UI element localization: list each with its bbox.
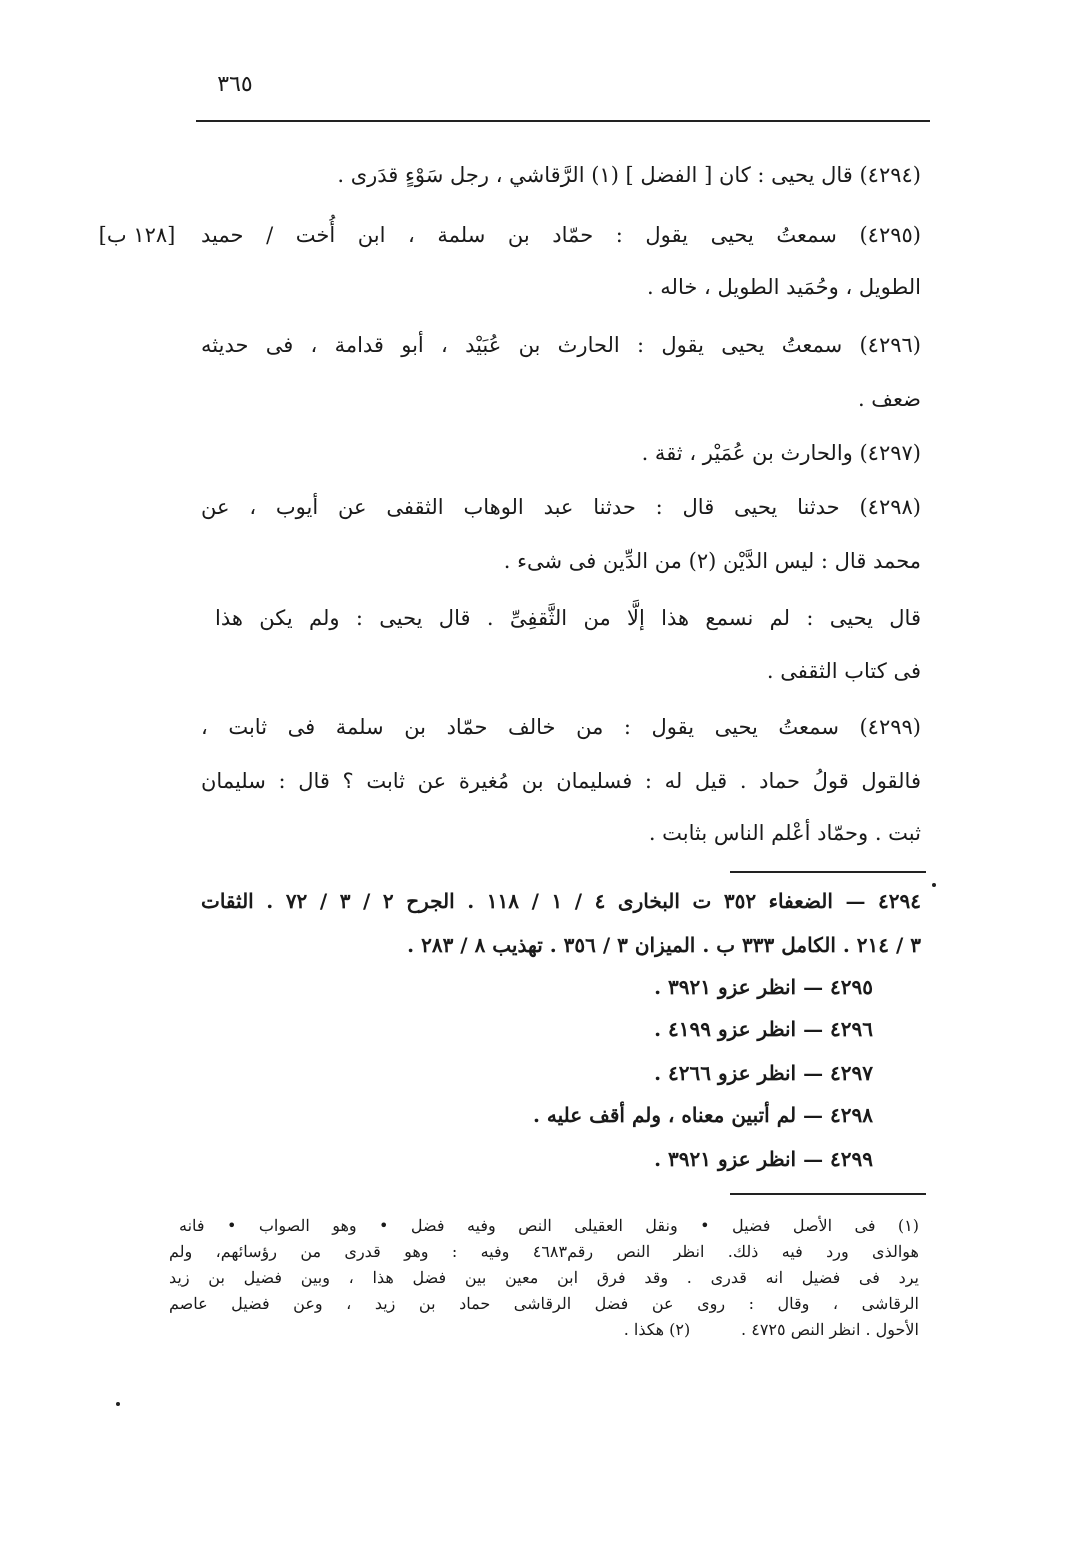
entry-4297-line-1: (٤٢٩٧) والحارث بن عُمَيْر ، ثقة . xyxy=(641,441,921,465)
entry-4295-line-1: (٤٢٩٥) سمعتُ يحيى يقول : حمّاد بن سلمة ، ابن أُخت / حميد xyxy=(201,223,921,247)
footnote-line-5: الأحول . انظر النص ٤٧٢٥ . (٢) هكذا . xyxy=(623,1320,919,1339)
page-number: ٣٦٥ xyxy=(217,72,253,97)
entry-4299-line-2: فالقول قولُ حماد . قيل له : فسليمان بن مُغيرة عن ثابت ؟ قال : سليمان xyxy=(201,769,921,793)
note-4294-line-2: ٣ / ٢١٤ . الكامل ٣٣٣ ب . الميزان ٣ / ٣٥٦ . تهذيب ٨ / ٢٨٣ . xyxy=(407,933,921,957)
note-4299: ٤٢٩٩ — انظر عزو ٣٩٢١ . xyxy=(654,1147,873,1171)
note-4296: ٤٢٩٦ — انظر عزو ٤١٩٩ . xyxy=(654,1017,873,1041)
margin-folio-reference: [١٢٨ ب] xyxy=(98,223,176,247)
footnote-line-3: يرد فى فضيل انه قدرى . وقد فرق ابن معين بين فضل هذا ، وبين فضيل بن زيد xyxy=(169,1268,919,1287)
notes-separator-rule xyxy=(730,871,926,873)
note-4298: ٤٢٩٨ — لم أتبين معناه ، ولم أقف عليه . xyxy=(532,1103,873,1127)
entry-4298-comment-line-2: فى كتاب الثقفى . xyxy=(766,659,921,683)
note-4294-line-1: ٤٢٩٤ — الضعفاء ٣٥٢ ت البخارى ٤ / ١ / ١١٨ . الجرح ٢ / ٣ / ٧٢ . الثقات xyxy=(201,889,921,913)
entry-4296-line-2: ضعف . xyxy=(857,387,921,411)
note-4297: ٤٢٩٧ — انظر عزو ٤٢٦٦ . xyxy=(654,1061,873,1085)
entry-4299-line-1: (٤٢٩٩) سمعتُ يحيى يقول : من خالف حمّاد بن سلمة فى ثابت ، xyxy=(201,715,921,739)
entry-4298-line-2: محمد قال : ليس الدَّيْن (٢) من الدِّين فى شىء . xyxy=(503,549,921,573)
header-rule xyxy=(196,120,930,122)
footnote-line-1: (١) فى الأصل فضيل • ونقل العقيلى النص وفيه فضل • وهو الصواب • فانه xyxy=(179,1216,919,1235)
page-speck xyxy=(116,1402,120,1406)
margin-dot xyxy=(932,883,936,887)
footnote-separator-rule xyxy=(730,1193,926,1195)
entry-4299-line-3: ثبت . وحمّاد أعْلم الناس بثابت . xyxy=(648,821,921,845)
entry-4296-line-1: (٤٢٩٦) سمعتُ يحيى يقول : الحارث بن عُبَيْد ، أبو قدامة ، فى حديثه xyxy=(201,333,921,357)
entry-4294-line-1: (٤٢٩٤) قال يحيى : كان [ الفضل ] (١) الرَّقاشي ، رجل سَوْءٍ قدَرى . xyxy=(337,163,921,187)
note-4295: ٤٢٩٥ — انظر عزو ٣٩٢١ . xyxy=(654,975,873,999)
footnote-line-4: الرقاشى ، وقال : روى عن فضل الرقاشى حماد بن زيد ، وعن فضيل عاصم xyxy=(169,1294,919,1313)
entry-4295-line-2: الطويل ، وحُمَيد الطويل ، خاله . xyxy=(646,275,921,299)
entry-4298-line-1: (٤٢٩٨) حدثنا يحيى قال : حدثنا عبد الوهاب الثقفى عن أيوب ، عن xyxy=(201,495,921,519)
entry-4298-comment-line-1: قال يحيى : لم نسمع هذا إلَّا من الثَّقفِىِّ . قال يحيى : ولم يكن هذا xyxy=(215,606,921,630)
footnote-line-2: هوالذى ورد فيه ذلك. انظر النص رقم٤٦٨٣ وفيه : وهو قدرى من رؤسائهم، ولم xyxy=(169,1242,919,1261)
